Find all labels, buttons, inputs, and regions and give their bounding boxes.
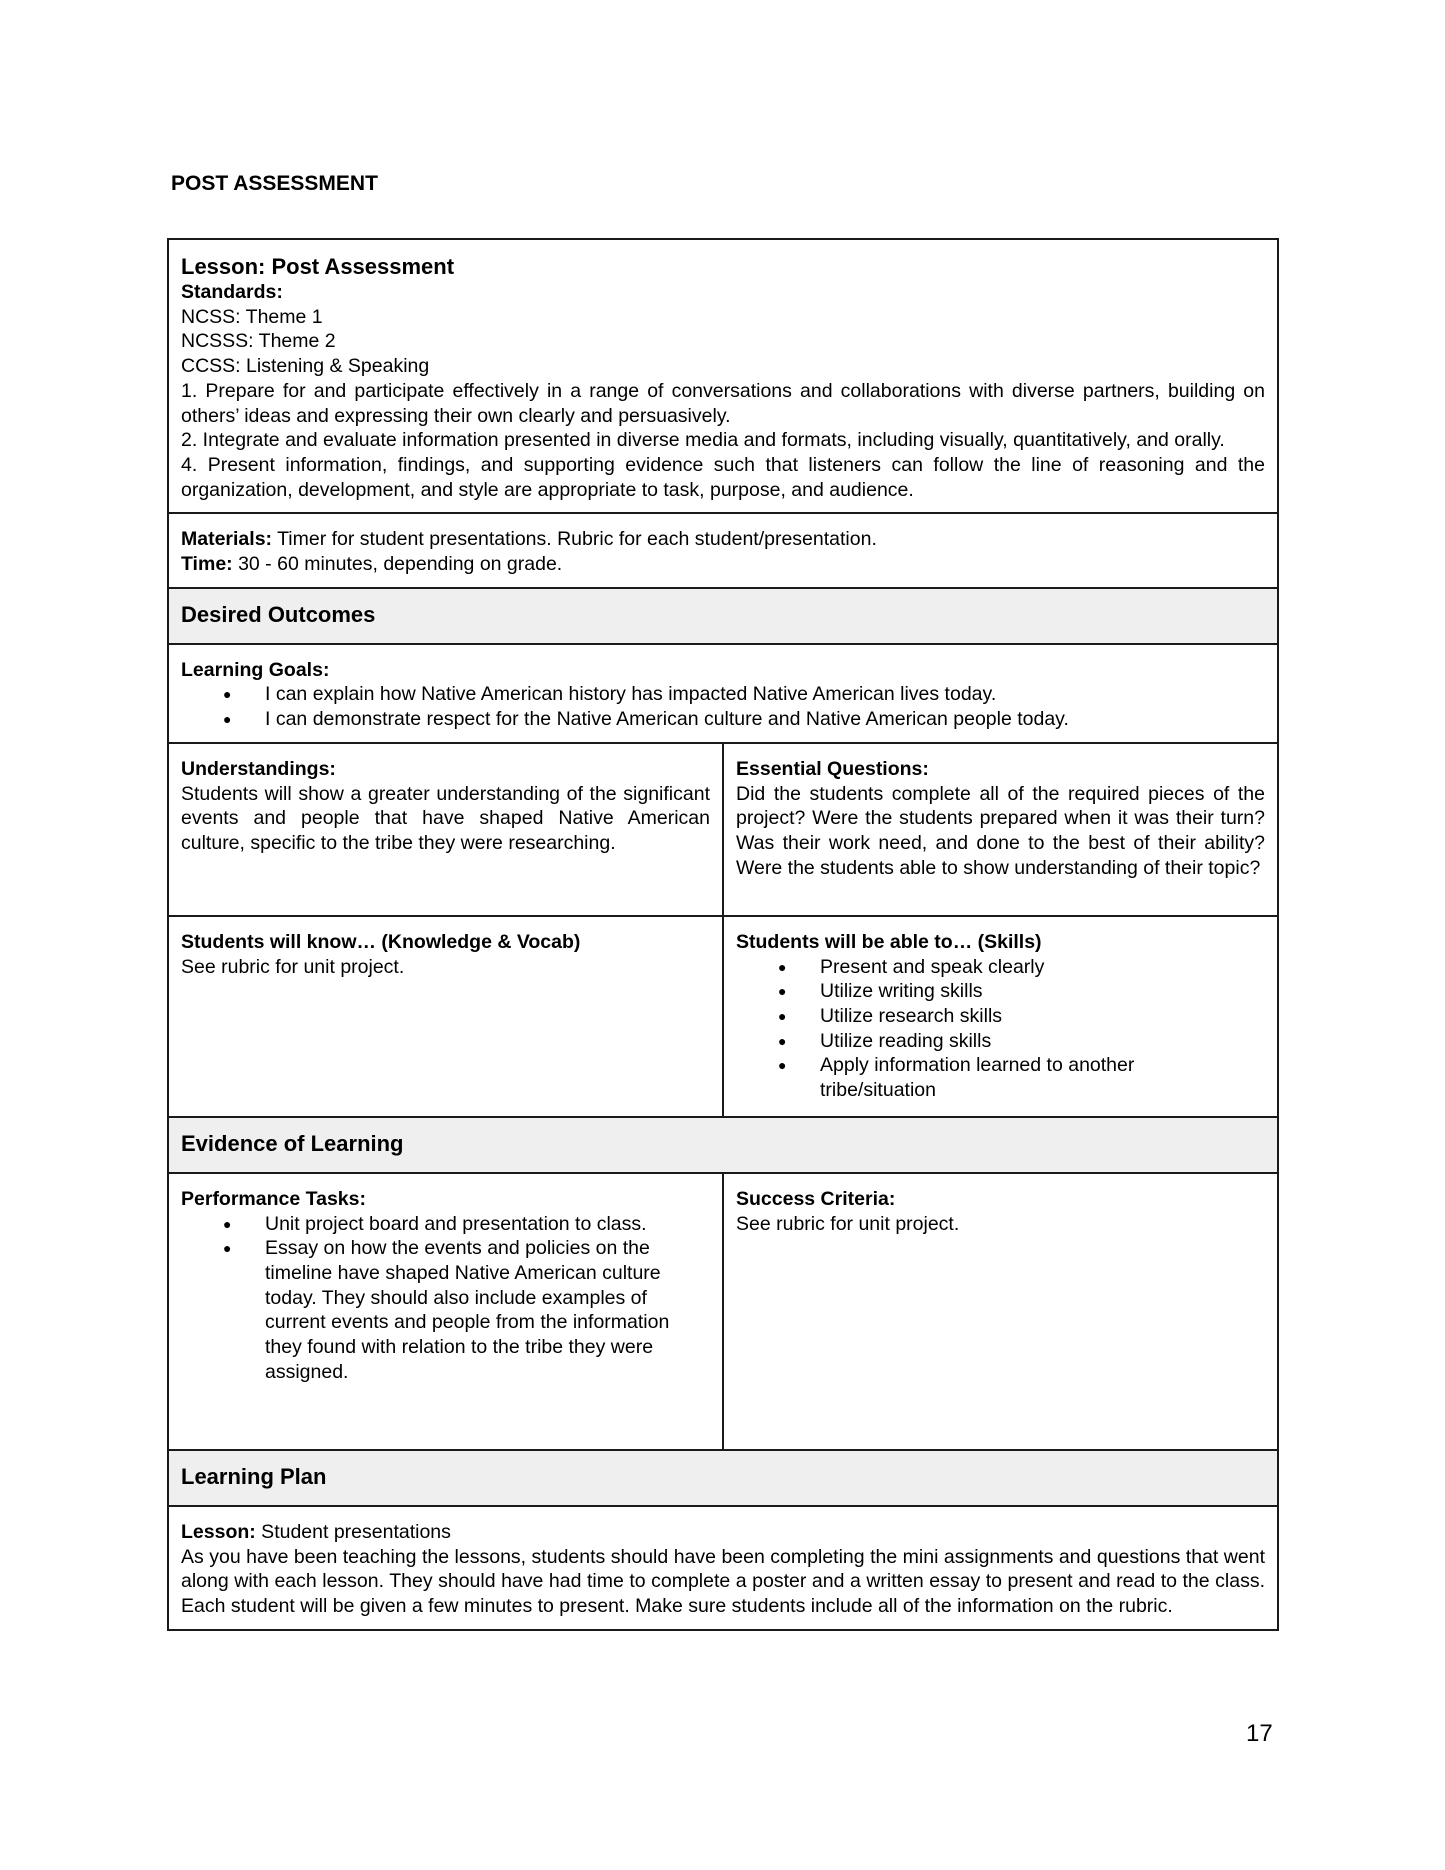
understandings-cell bbox=[168, 743, 723, 916]
learning-goal-text: I can demonstrate respect for the Native American culture and Native American people today. bbox=[265, 708, 1069, 731]
list-item bbox=[778, 1053, 1265, 1102]
standards-label: Standards: bbox=[181, 281, 283, 303]
learning-plan-lesson-label: Lesson: bbox=[181, 1520, 256, 1543]
success-criteria-cell bbox=[723, 1173, 1278, 1450]
learning-plan-cell bbox=[168, 1506, 1278, 1630]
bullet-icon: ● bbox=[223, 1215, 232, 1232]
essential-questions-cell bbox=[723, 743, 1278, 916]
bullet-icon: ● bbox=[778, 1007, 787, 1024]
bullet-icon: ● bbox=[778, 983, 787, 1000]
bullet-icon: ● bbox=[223, 711, 232, 728]
standard-item: NCSS: Theme 1 bbox=[181, 305, 323, 328]
standard-item: 1. Prepare for and participate effectively in a range of conversations and collaborations with diverse partners, building on others’ ideas and expressing their own clearly and persuasively. bbox=[181, 379, 1265, 427]
list-item bbox=[778, 1004, 1265, 1029]
lesson-title: Lesson: Post Assessment bbox=[181, 254, 455, 279]
skill-text: Present and speak clearly bbox=[820, 955, 1045, 978]
bullet-icon: ● bbox=[778, 1057, 787, 1074]
page-heading: POST ASSESSMENT bbox=[171, 172, 378, 195]
materials-row bbox=[168, 513, 1278, 587]
lesson-cell bbox=[168, 239, 1278, 513]
knowledge-text: See rubric for unit project. bbox=[181, 955, 405, 978]
bullet-icon: ● bbox=[223, 686, 232, 703]
skills-label: Students will be able to… (Skills) bbox=[736, 930, 1042, 953]
learning-goals-cell bbox=[168, 644, 1278, 743]
learning-goal-text: I can explain how Native American history has impacted Native American lives today. bbox=[265, 683, 997, 706]
skills-list bbox=[736, 955, 1265, 1103]
performance-tasks-label: Performance Tasks: bbox=[181, 1187, 366, 1210]
success-criteria-text: See rubric for unit project. bbox=[736, 1212, 960, 1235]
desired-outcomes-header-row bbox=[168, 588, 1278, 644]
bullet-icon: ● bbox=[778, 958, 787, 975]
skill-text: Apply information learned to another tribe/situation bbox=[820, 1054, 1135, 1102]
evidence-header-row bbox=[168, 1117, 1278, 1173]
knowledge-label: Students will know… (Knowledge & Vocab) bbox=[181, 930, 581, 953]
know-skills-row bbox=[168, 916, 1278, 1117]
materials-cell bbox=[168, 513, 1278, 587]
materials-line bbox=[181, 527, 1265, 552]
skill-text: Utilize writing skills bbox=[820, 980, 983, 1003]
learning-plan-body: As you have been teaching the lessons, students should have been completing the mini assignments and questions that went along with each lesson. They should have had time to complete a poster and a written essay to present and read to the class. Each student will be given a few minutes to present. Make sure students include all of the information on the rubric. bbox=[181, 1545, 1265, 1617]
essential-questions-label: Essential Questions: bbox=[736, 757, 929, 780]
standard-item: 2. Integrate and evaluate information presented in diverse media and formats, including visually, quantitatively, and orally. bbox=[181, 429, 1225, 452]
lesson-row bbox=[168, 239, 1278, 513]
lesson-plan-table bbox=[167, 238, 1279, 1631]
list-item bbox=[223, 1236, 704, 1384]
materials-label: Materials: bbox=[181, 528, 273, 551]
section-header-learning-plan: Learning Plan bbox=[168, 1450, 1278, 1506]
learning-plan-row bbox=[168, 1506, 1278, 1630]
bullet-icon: ● bbox=[778, 1032, 787, 1049]
list-item bbox=[223, 1212, 704, 1237]
learning-goals-list bbox=[181, 682, 1265, 731]
time-value: 30 - 60 minutes, depending on grade. bbox=[232, 553, 563, 576]
learning-goals-label: Learning Goals: bbox=[181, 658, 330, 681]
list-item bbox=[778, 1029, 1265, 1054]
materials-value: Timer for student presentations. Rubric for each student/presentation. bbox=[272, 528, 877, 551]
bullet-icon: ● bbox=[223, 1240, 232, 1257]
list-item bbox=[223, 707, 1265, 732]
success-criteria-label: Success Criteria: bbox=[736, 1187, 896, 1210]
list-item bbox=[778, 955, 1265, 980]
section-header-desired-outcomes: Desired Outcomes bbox=[168, 588, 1278, 644]
knowledge-cell bbox=[168, 916, 723, 1117]
standard-item: NCSSS: Theme 2 bbox=[181, 330, 336, 353]
learning-plan-header-row bbox=[168, 1450, 1278, 1506]
skill-text: Utilize reading skills bbox=[820, 1029, 992, 1052]
list-item bbox=[223, 682, 1265, 707]
skills-cell bbox=[723, 916, 1278, 1117]
section-header-evidence-of-learning: Evidence of Learning bbox=[168, 1117, 1278, 1173]
performance-task-text: Essay on how the events and policies on the timeline have shaped Native American culture today. They should also include examples of current events and people from the information they found with relation to the tribe they were assigned. bbox=[265, 1237, 670, 1383]
learning-goals-row bbox=[168, 644, 1278, 743]
performance-row bbox=[168, 1173, 1278, 1450]
list-item bbox=[778, 979, 1265, 1004]
performance-tasks-list bbox=[181, 1212, 710, 1385]
skill-text: Utilize research skills bbox=[820, 1004, 1003, 1027]
understandings-label: Understandings: bbox=[181, 757, 336, 780]
understandings-text: Students will show a greater understanding of the significant events and people that have shaped Native American culture, specific to the tribe they were researching. bbox=[181, 782, 710, 854]
page-number: 17 bbox=[1246, 1720, 1273, 1747]
essential-questions-text: Did the students complete all of the required pieces of the project? Were the students prepared when it was their turn? Was their work need, and done to the best of their ability? Were the students able to show understanding of their topic? bbox=[736, 782, 1265, 879]
standard-item: 4. Present information, findings, and supporting evidence such that listeners can follow the line of reasoning and the organization, development, and style are appropriate to task, purpose, and audience. bbox=[181, 453, 1265, 501]
understandings-row bbox=[168, 743, 1278, 916]
performance-tasks-cell bbox=[168, 1173, 723, 1450]
time-line bbox=[181, 552, 1265, 577]
time-label: Time: bbox=[181, 553, 233, 576]
learning-plan-lesson-line bbox=[181, 1520, 1265, 1545]
performance-task-text: Unit project board and presentation to class. bbox=[265, 1212, 647, 1235]
standard-item: CCSS: Listening & Speaking bbox=[181, 355, 430, 378]
learning-plan-lesson-value: Student presentations bbox=[255, 1520, 451, 1543]
